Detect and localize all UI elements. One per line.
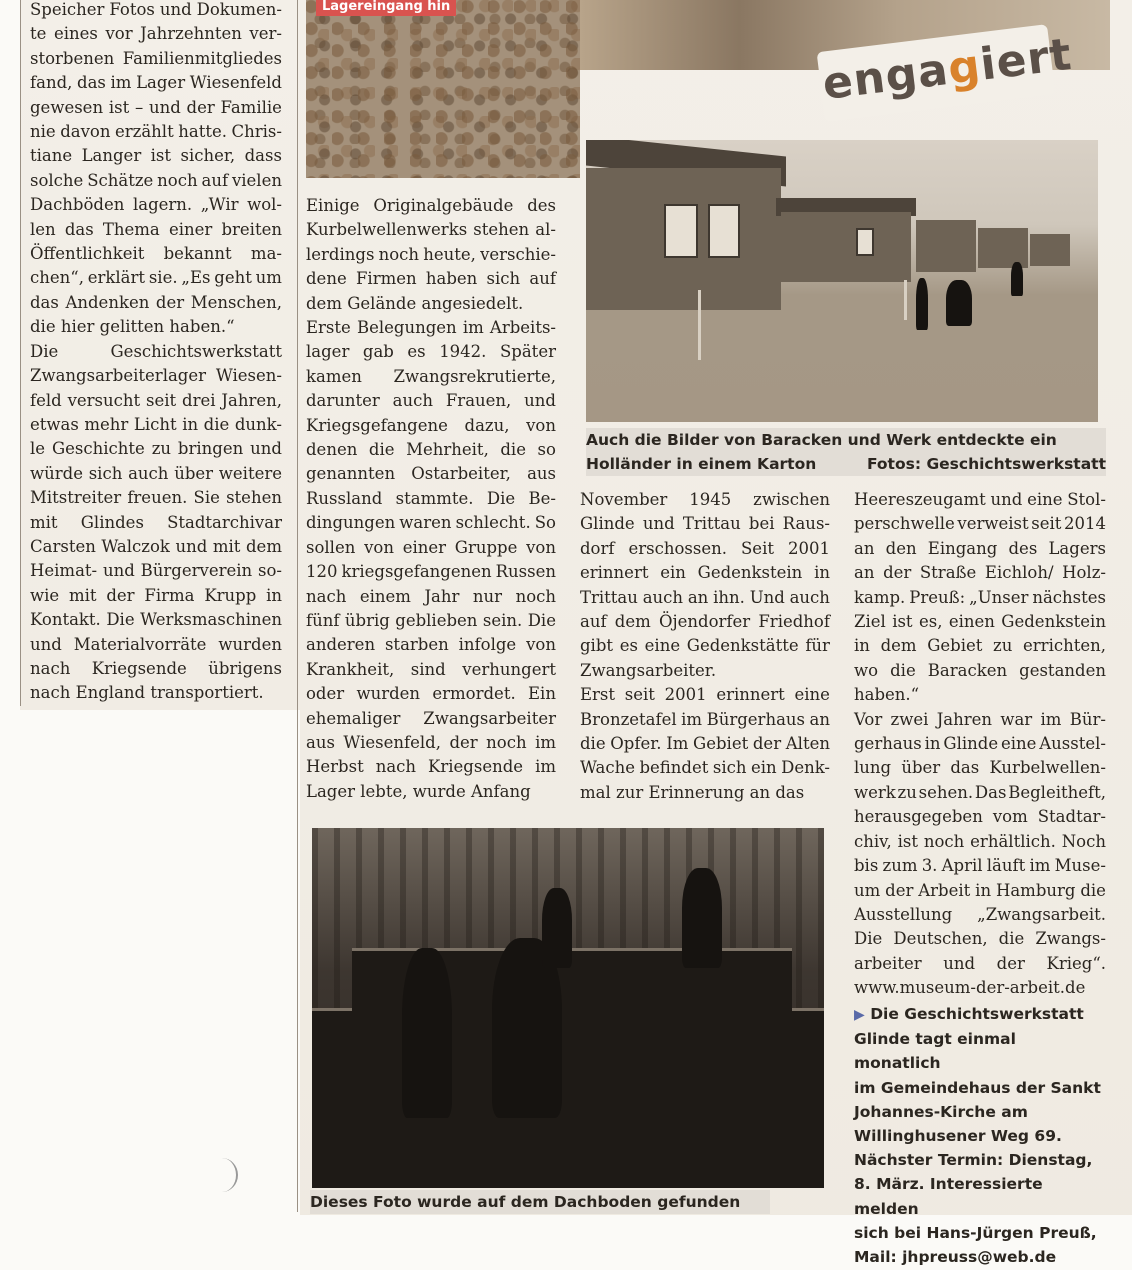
- scan-margin-left: [0, 0, 20, 710]
- info-line: Glinde tagt einmal monatlich: [854, 1030, 1016, 1073]
- text-line: lager gab es 1942. Später: [306, 342, 556, 362]
- text-line: anderen starben infolge von: [306, 635, 556, 655]
- text-line: lung über das Kurbelwellen-: [854, 758, 1106, 778]
- text-line: solche Schätze noch auf vielen: [30, 170, 282, 190]
- text-line: arbeiter und der Krieg“.: [854, 953, 1106, 973]
- article-column-3: [580, 488, 830, 805]
- text-line: fünf übrig geblieben sein. Die: [306, 610, 556, 630]
- text-line: in dem Gebiet zu errichten,: [854, 636, 1106, 656]
- info-line: Mail: jhpreuss@web.de: [854, 1248, 1057, 1267]
- text-line: te eines vor Jahrzehnten ver-: [30, 24, 282, 44]
- text-line: Herbst nach Kriegsende im: [306, 757, 556, 777]
- photo-label: Lagereingang hin: [316, 0, 456, 16]
- text-line: Wache befindet sich ein Denk-: [580, 758, 830, 778]
- text-line: und Materialvorräte wurden: [30, 634, 282, 654]
- text-line: wo die Baracken gestanden: [854, 660, 1106, 680]
- text-line: Glinde und Trittau bei Raus-: [580, 514, 830, 534]
- text-line: Lager lebte, wurde Anfang: [306, 781, 531, 801]
- text-line: an der Straße Eichloh/ Holz-: [854, 563, 1106, 583]
- photo-barracks: [586, 140, 1098, 422]
- text-line: Kontakt. Die Werksmaschinen: [30, 610, 282, 630]
- text-line: sollen von einer Gruppe von: [306, 537, 556, 557]
- text-line: Carsten Walczok und mit dem: [30, 536, 282, 556]
- text-line: Mitstreiter freuen. Sie stehen: [30, 488, 282, 508]
- text-line: Kriegsgefangene dazu, von: [306, 415, 556, 435]
- text-line: gibt es eine Gedenkstätte für: [580, 636, 830, 656]
- text-line: Vor zwei Jahren war im Bür-: [854, 709, 1106, 729]
- text-line: Speicher Fotos und Dokumen-: [30, 0, 282, 19]
- text-line: Heimat- und Bürgerverein so-: [30, 561, 282, 581]
- text-line: November 1945 zwischen: [580, 490, 830, 509]
- text-line: feld versucht seit drei Jahren,: [30, 390, 282, 410]
- photo-autumn-leaves: [306, 0, 580, 178]
- text-line: dorf erschossen. Seit 2001: [580, 538, 830, 558]
- text-line: die hier gelitten haben.“: [30, 317, 235, 337]
- text-line: Trittau auch an ihn. Und auch: [580, 587, 830, 607]
- text-line: gewesen ist – und der Familie: [30, 97, 282, 117]
- info-line: 8. März. Interessierte melden: [854, 1175, 1043, 1218]
- text-line: Ziel ist es, einen Gedenkstein: [854, 612, 1106, 632]
- photo-caption-barracks: Auch die Bilder von Baracken und Werk entdeckte ein Holländer in einem Karton Fotos: Geschichtswerkstatt: [586, 428, 1106, 476]
- text-line: lerdings noch heute, verschie-: [306, 244, 556, 264]
- info-line: Willinghusener Weg 69.: [854, 1127, 1062, 1146]
- info-box: [854, 1002, 1106, 1269]
- photo-caption-factory: Dieses Foto wurde auf dem Dachboden gefunden: [310, 1190, 770, 1214]
- text-line: kamp. Preuß: „Unser nächstes: [854, 587, 1106, 607]
- text-line: darunter auch Frauen, und: [306, 391, 556, 411]
- text-line: Die Deutschen, die Zwangs-: [854, 929, 1106, 949]
- text-line: Die Geschichtswerkstatt: [30, 341, 282, 361]
- section-logo-engagiert: engagiert: [819, 28, 1075, 111]
- article-column-4: [854, 488, 1106, 1001]
- info-line: Johannes-Kirche am: [854, 1102, 1028, 1121]
- text-line: Ausstellung „Zwangsarbeit.: [854, 904, 1106, 924]
- text-line: perschwelle verweist seit 2014: [854, 514, 1106, 534]
- text-line: wie mit der Firma Krupp in: [30, 585, 282, 605]
- text-line: Öffentlichkeit bekannt ma-: [30, 244, 282, 264]
- text-line: bis zum 3. April läuft im Muse-: [854, 856, 1106, 876]
- article-column-2: [306, 194, 556, 804]
- photo-factory-floor: [312, 828, 824, 1188]
- text-line: Erste Belegungen im Arbeits-: [306, 318, 556, 338]
- info-line: Die Geschichtswerkstatt: [870, 1005, 1084, 1023]
- text-line: mit Glindes Stadtarchivar: [30, 512, 282, 532]
- text-line: chiv, ist noch erhältlich. Noch: [854, 831, 1106, 851]
- column-rule: [20, 0, 21, 706]
- text-line: www.museum-der-arbeit.de: [854, 978, 1086, 998]
- text-line: len das Thema einer breiten: [30, 219, 282, 239]
- column-rule: [297, 0, 298, 1212]
- arrow-icon: ▶: [854, 1007, 865, 1023]
- text-line: Dachböden lagern. „Wir wol-: [30, 195, 282, 215]
- text-line: herausgegeben vom Stadtar-: [854, 807, 1106, 827]
- scan-margin: [0, 710, 300, 1270]
- text-line: Zwangsarbeiter.: [580, 660, 717, 680]
- text-line: Zwangsarbeiterlager Wiesen-: [30, 366, 282, 386]
- text-line: dem Gelände angesiedelt.: [306, 293, 524, 313]
- text-line: nie davon erzählt hatte. Chris-: [30, 122, 282, 142]
- article-column-1: [30, 0, 282, 706]
- text-line: mal zur Erinnerung an das: [580, 782, 805, 802]
- text-line: Krankheit, sind verhungert: [306, 659, 556, 679]
- text-line: werk zu sehen. Das Begleitheft,: [854, 782, 1106, 802]
- text-line: 120 kriegsgefangenen Russen: [306, 562, 556, 582]
- text-line: chen“, erklärt sie. „Es geht um: [30, 268, 282, 288]
- text-line: dingungen waren schlecht. So: [306, 513, 556, 533]
- text-line: Heereszeugamt und eine Stol-: [854, 490, 1106, 509]
- text-line: nach einem Jahr nur noch: [306, 586, 556, 606]
- text-line: ehemaliger Zwangsarbeiter: [306, 708, 556, 728]
- text-line: auf dem Öjendorfer Friedhof: [580, 612, 830, 632]
- text-line: die Opfer. Im Gebiet der Alten: [580, 734, 830, 754]
- text-line: genannten Ostarbeiter, aus: [306, 464, 556, 484]
- text-line: um der Arbeit in Hamburg die: [854, 880, 1106, 900]
- text-line: denen die Mehrheit, die so: [306, 440, 556, 460]
- text-line: das Andenken der Menschen,: [30, 292, 282, 312]
- paper-punch-hole: [206, 1158, 238, 1192]
- info-line: Nächster Termin: Dienstag,: [854, 1151, 1093, 1170]
- text-line: haben.“: [854, 685, 920, 705]
- text-line: nach Kriegsende übrigens: [30, 658, 282, 678]
- text-line: würde sich auch über weitere: [30, 463, 282, 483]
- text-line: nach England transportiert.: [30, 683, 264, 703]
- text-line: aus Wiesenfeld, der noch im: [306, 732, 556, 752]
- text-line: Russland stammte. Die Be-: [306, 488, 556, 508]
- text-line: le Geschichte zu bringen und: [30, 439, 282, 459]
- text-line: Erst seit 2001 erinnert eine: [580, 685, 830, 705]
- text-line: storbenen Familienmitgliedes: [30, 48, 282, 68]
- text-line: kamen Zwangsrekrutierte,: [306, 366, 556, 386]
- text-line: dene Firmen haben sich auf: [306, 269, 556, 289]
- text-line: erinnert ein Gedenkstein in: [580, 563, 830, 583]
- info-line: im Gemeindehaus der Sankt: [854, 1078, 1101, 1097]
- text-line: fand, das im Lager Wiesenfeld: [30, 73, 282, 93]
- text-line: gerhaus in Glinde eine Ausstel-: [854, 734, 1106, 754]
- text-line: Einige Originalgebäude des: [306, 196, 556, 215]
- text-line: tiane Langer ist sicher, dass: [30, 146, 282, 166]
- text-line: Kurbelwellenwerks stehen al-: [306, 220, 556, 240]
- text-line: Bronzetafel im Bürgerhaus an: [580, 709, 830, 729]
- text-line: an den Eingang des Lagers: [854, 538, 1106, 558]
- text-line: etwas mehr Licht in die dunk-: [30, 414, 282, 434]
- text-line: oder wurden ermordet. Ein: [306, 684, 556, 704]
- info-line: sich bei Hans-Jürgen Preuß,: [854, 1223, 1097, 1242]
